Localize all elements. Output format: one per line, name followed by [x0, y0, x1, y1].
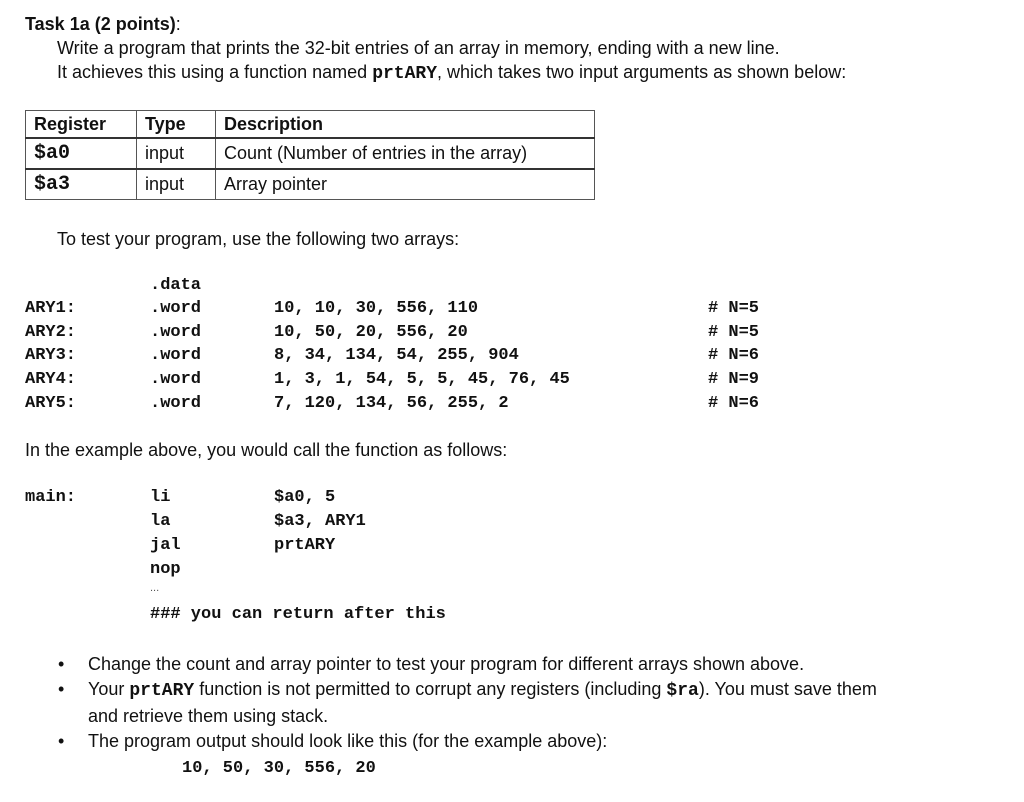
array-values: 1, 3, 1, 54, 5, 5, 45, 76, 45 — [274, 370, 570, 389]
register-cell: $a0 — [26, 138, 137, 169]
intro-line-2-a: It achieves this using a function named — [57, 62, 373, 82]
array-comment: # N=6 — [708, 346, 760, 365]
array-comment: # N=5 — [708, 299, 760, 318]
table-row — [26, 169, 595, 200]
intro-line-2-b: , which takes two input arguments as shown below: — [437, 62, 847, 82]
main-label: main: — [25, 488, 77, 507]
word-directive: .word — [150, 346, 202, 365]
register-ra: $ra — [666, 681, 699, 701]
program-output: 10, 50, 30, 556, 20 — [182, 759, 376, 778]
header-description: Description — [216, 111, 595, 139]
task-title-text: Task 1a (2 points) — [25, 14, 176, 34]
bullet-text-line2: and retrieve them using stack. — [88, 706, 329, 726]
instruction-op: li — [150, 488, 171, 507]
bullet-icon: • — [58, 654, 65, 674]
intro-line-2 — [57, 62, 846, 84]
data-directive: .data — [150, 276, 202, 295]
instruction-op: nop — [150, 560, 181, 579]
word-directive: .word — [150, 323, 202, 342]
code-comment: ### you can return after this — [150, 605, 446, 624]
array-comment: # N=5 — [708, 323, 760, 342]
word-directive: .word — [150, 370, 202, 389]
requirements-list — [58, 652, 1008, 781]
array-label: ARY5: — [25, 394, 77, 413]
array-values: 8, 34, 134, 54, 255, 904 — [274, 346, 519, 365]
function-name-prtary: prtARY — [129, 681, 195, 701]
register-table — [25, 110, 595, 200]
description-cell: Array pointer — [216, 169, 595, 200]
array-values: 10, 50, 20, 556, 20 — [274, 323, 468, 342]
word-directive: .word — [150, 394, 202, 413]
array-label: ARY2: — [25, 323, 77, 342]
task-title-colon: : — [175, 14, 181, 34]
list-item — [58, 729, 1008, 781]
list-item — [58, 677, 1008, 729]
array-label: ARY3: — [25, 346, 77, 365]
task-title — [25, 14, 181, 35]
header-register: Register — [26, 111, 137, 139]
instruction-args: $a3, ARY1 — [274, 512, 366, 531]
array-label: ARY4: — [25, 370, 77, 389]
array-label: ARY1: — [25, 299, 77, 318]
description-cell: Count (Number of entries in the array) — [216, 138, 595, 169]
bullet-text-a: Your — [88, 679, 130, 699]
bullet-text-b: function is not permitted to corrupt any registers (including — [194, 679, 667, 699]
bullet-text: The program output should look like this (for the example above): — [88, 731, 608, 751]
table-row — [26, 138, 595, 169]
register-cell: $a3 — [26, 169, 137, 200]
function-name-prtary: prtARY — [372, 64, 437, 84]
word-directive: .word — [150, 299, 202, 318]
instruction-args: $a0, 5 — [274, 488, 336, 507]
call-intro: In the example above, you would call the function as follows: — [25, 440, 508, 460]
array-values: 10, 10, 30, 556, 110 — [274, 299, 479, 318]
bullet-text: Change the count and array pointer to test your program for different arrays shown above. — [88, 654, 805, 674]
code-ellipsis: ... — [150, 582, 160, 594]
type-cell: input — [137, 169, 216, 200]
instruction-args: prtARY — [274, 536, 336, 555]
array-comment: # N=6 — [708, 394, 760, 413]
header-type: Type — [137, 111, 216, 139]
instruction-op: la — [150, 512, 171, 531]
bullet-text-c: ). You must save them — [698, 679, 877, 699]
type-cell: input — [137, 138, 216, 169]
bullet-icon: • — [58, 679, 65, 699]
instruction-op: jal — [150, 536, 181, 555]
list-item — [58, 652, 1008, 677]
intro-line-1: Write a program that prints the 32-bit entries of an array in memory, ending with a new line. — [57, 38, 780, 58]
array-values: 7, 120, 134, 56, 255, 2 — [274, 394, 509, 413]
register-table-header — [26, 111, 595, 139]
bullet-icon: • — [58, 731, 65, 751]
test-intro: To test your program, use the following two arrays: — [57, 229, 460, 249]
array-comment: # N=9 — [708, 370, 760, 389]
